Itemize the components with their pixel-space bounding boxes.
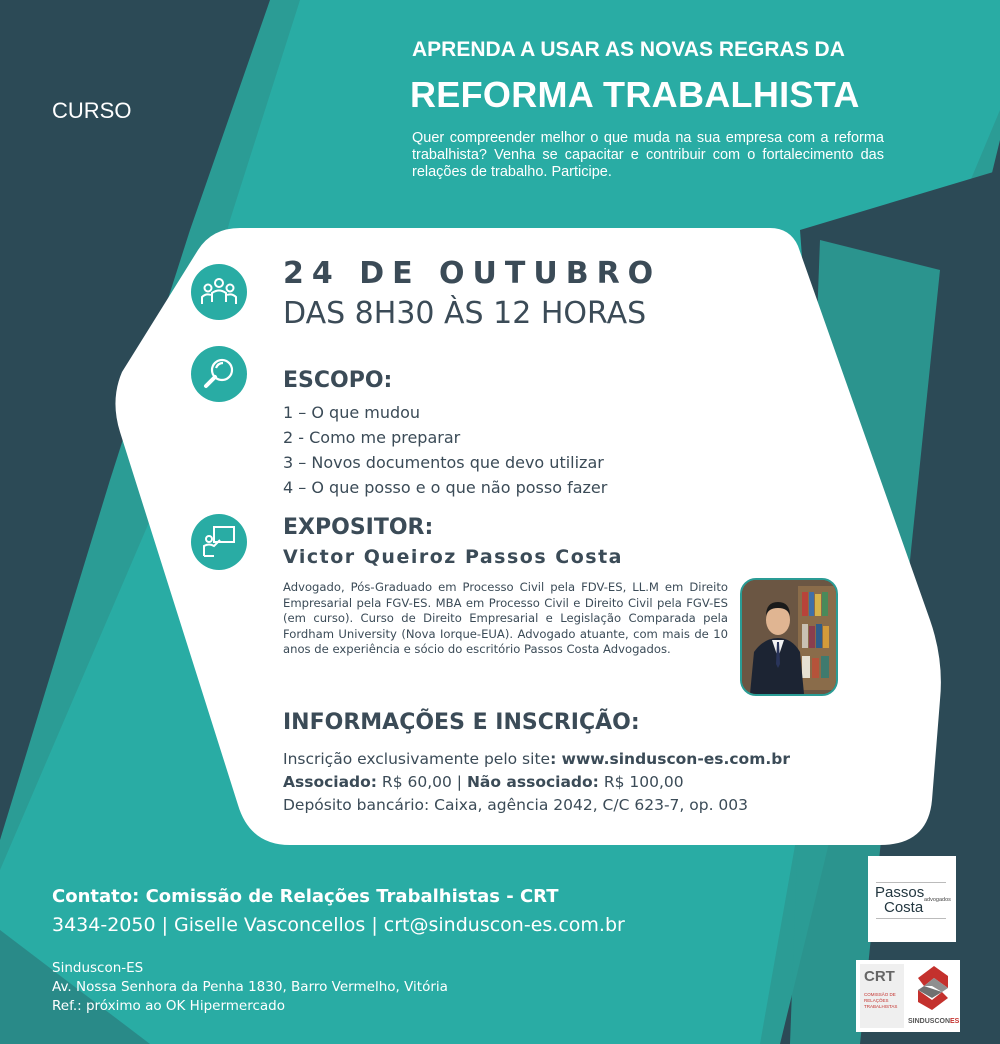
event-hours: DAS 8H30 ÀS 12 HORAS bbox=[283, 296, 647, 331]
list-item: 1 – O que mudou bbox=[283, 403, 421, 422]
registration-site-link[interactable]: : www.sinduscon-es.com.br bbox=[550, 750, 790, 768]
magnifier-icon bbox=[191, 346, 247, 402]
member-label: Associado: bbox=[283, 773, 377, 791]
intro-text: Quer compreender melhor o que muda na sua empresa com a reforma trabalhista? Venha se capacitar e contribuir com o fortalecimento das relações de trabalho. Participe. bbox=[412, 130, 884, 180]
member-price: R$ 60,00 | bbox=[377, 773, 467, 791]
nonmember-price: R$ 100,00 bbox=[598, 773, 684, 791]
sinduscon-logo-text bbox=[908, 1018, 959, 1025]
speaker-name: Victor Queiroz Passos Costa bbox=[283, 546, 623, 568]
event-date: 24 DE OUTUBRO bbox=[283, 256, 662, 291]
speaker-photo bbox=[740, 578, 838, 696]
speaker-title: EXPOSITOR: bbox=[283, 515, 434, 540]
divider bbox=[876, 882, 946, 883]
crt-sub-2: RELAÇÕES bbox=[864, 998, 889, 1003]
sinduscon-state: ES bbox=[950, 1018, 960, 1025]
crt-sub-1: COMISSÃO DE bbox=[864, 992, 896, 997]
people-icon bbox=[191, 264, 247, 320]
passos-costa-logo bbox=[868, 856, 956, 942]
divider bbox=[876, 918, 946, 919]
registration-site-line bbox=[283, 750, 790, 768]
page-title: REFORMA TRABALHISTA bbox=[410, 74, 860, 115]
passos-logo-line1: Passos bbox=[875, 884, 925, 901]
passos-logo-small: advogados bbox=[924, 897, 951, 903]
passos-logo-line2: Costa bbox=[884, 899, 924, 916]
scope-list bbox=[283, 400, 607, 500]
registration-title: INFORMAÇÕES E INSCRIÇÃO: bbox=[283, 710, 640, 735]
registration-text: Inscrição exclusivamente pelo site bbox=[283, 750, 551, 768]
speaker-bio: Advogado, Pós-Graduado em Processo Civil pela FDV-ES, LL.M em Direito Empresarial pela FGV-ES. MBA em Processo Civil e Direito Civil pela FGV-ES (em curso). Curso de Direito Empresarial e Legislação Comparada pela Fordham University (Nova Iorque-EUA). Advogado atuante, com mais de 10 anos de experiência e sócio do escritório Passos Costa Advogados. bbox=[283, 580, 728, 656]
nonmember-label: Não associado: bbox=[466, 773, 599, 791]
contact-line: 3434-2050 | Giselle Vasconcellos | crt@sinduscon-es.com.br bbox=[52, 914, 625, 936]
sinduscon-symbol-icon bbox=[912, 964, 954, 1014]
address-ref: Ref.: próximo ao OK Hipermercado bbox=[52, 998, 286, 1014]
crt-sinduscon-logo bbox=[856, 960, 960, 1032]
price-line bbox=[283, 773, 684, 791]
list-item: 2 - Como me preparar bbox=[283, 428, 461, 447]
contact-title: Contato: Comissão de Relações Trabalhistas - CRT bbox=[52, 886, 559, 907]
address-org: Sinduscon-ES bbox=[52, 960, 144, 976]
sinduscon-name: SINDUSCON bbox=[908, 1018, 951, 1025]
list-item: 4 – O que posso e o que não posso fazer bbox=[283, 478, 608, 497]
deposit-line: Depósito bancário: Caixa, agência 2042, C/C 623-7, op. 003 bbox=[283, 796, 749, 814]
course-label: CURSO bbox=[52, 98, 132, 123]
crt-logo bbox=[860, 964, 904, 1028]
crt-sub-3: TRABALHISTAS bbox=[864, 1004, 898, 1009]
address-street: Av. Nossa Senhora da Penha 1830, Barro Vermelho, Vitória bbox=[52, 979, 448, 995]
crt-logo-text: CRT bbox=[864, 968, 895, 985]
scope-title: ESCOPO: bbox=[283, 368, 393, 393]
headline: APRENDA A USAR AS NOVAS REGRAS DA bbox=[412, 38, 845, 61]
list-item: 3 – Novos documentos que devo utilizar bbox=[283, 453, 604, 472]
presenter-icon bbox=[191, 514, 247, 570]
